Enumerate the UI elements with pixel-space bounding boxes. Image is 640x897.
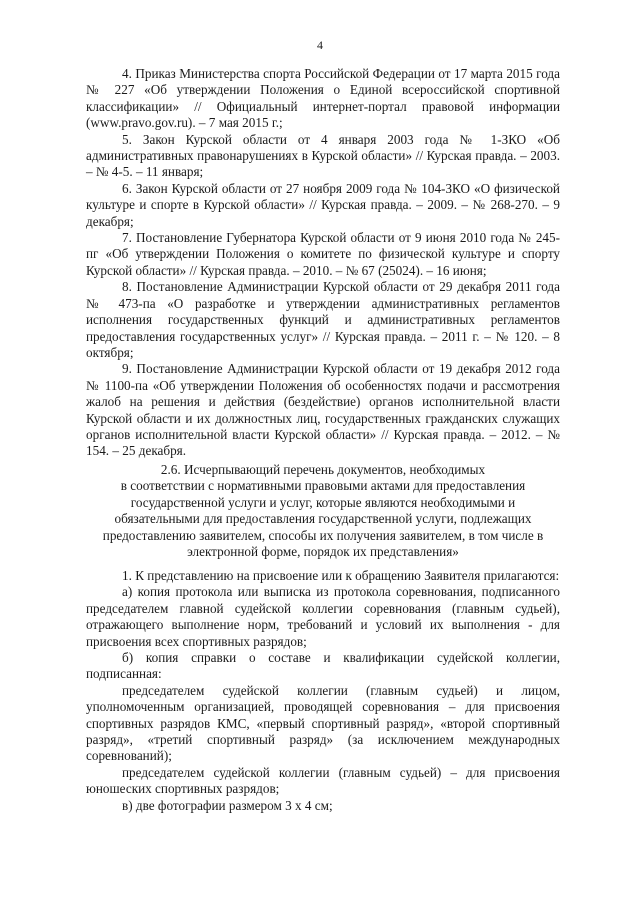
reference-item: 5. Закон Курской области от 4 января 2003 года № 1-ЗКО «Об административных правонарушениях в Курской области» // Курская правда. – 2003. – № 4-5. – 11 января; (86, 131, 560, 180)
section-heading-line: в соответствии с нормативными правовыми актами для предоставления (120, 478, 526, 494)
body-paragraph: председателем судейской коллегии (главным судьей) – для присвоения юношеских спортивных разрядов; (86, 764, 560, 797)
section-heading (100, 462, 546, 560)
section-heading-line: 2.6. Исчерпывающий перечень документов, необходимых (160, 462, 486, 477)
page-number: 4 (317, 38, 323, 52)
body-paragraph: в) две фотографии размером 3 х 4 см; (122, 797, 333, 813)
body-paragraph: а) копия протокола или выписка из протокола соревнования, подписанного председателем главной судейской коллегии соревнования (главным судьей), отражающего выполнение норм, требований и условий их выполнения - для присвоения всех спортивных разрядов; (86, 584, 560, 649)
reference-item: 6. Закон Курской области от 27 ноября 2009 года № 104-ЗКО «О физической культуре и спорте в Курской области» // Курская правда. – 2009. – № 268-270. – 9 декабря; (86, 180, 560, 229)
body-paragraph: 1. К представлению на присвоение или к обращению Заявителя прилагаются: (122, 568, 560, 583)
section-heading-line: государственной услуги и услуг, которые являются необходимыми и (130, 494, 516, 510)
reference-item: 9. Постановление Администрации Курской области от 19 декабря 2012 года № 1100-па «Об утверждении Положения об особенностях подачи и рассмотрения жалоб на решения и действия (бездействие) органов исполнительной власти Курской области и их должностных лиц, государственных гражданских служащих органов исполнительной власти Курской области» // Курская правда. – 2012. – № 154. – 25 декабря. (86, 361, 560, 459)
body-paragraph: б) копия справки о составе и квалификации судейской коллегии, подписанная: (86, 650, 560, 682)
section-heading-line: обязательными для предоставления государственной услуги, подлежащих (114, 511, 532, 527)
section-body (86, 568, 560, 814)
reference-item: 8. Постановление Администрации Курской области от 29 декабря 2011 года № 473-па «О разработке и утверждении административных регламентов исполнения государственных функций и административных регламентов предоставления государственных услуг» // Курская правда. – 2011 г. – № 120. – 8 октября; (86, 279, 560, 360)
body-paragraph: председателем судейской коллегии (главным судьей) и лицом, уполномоченным организацией, проводящей соревнования – для присвоения спортивных разрядов КМС, «первый спортивный разряд», «второй спортивный разряд», «третий спортивный разряд» (за исключением международных соревнований); (86, 682, 560, 764)
reference-item: 7. Постановление Губернатора Курской области от 9 июня 2010 года № 245-пг «Об утверждении Положения о комитете по физической культуре и спорту Курской области» // Курская правда. – 2010. – № 67 (25024). – 16 июня; (86, 230, 560, 278)
section-heading-line: предоставлению заявителем, способы их получения заявителем, в том числе в (102, 527, 544, 543)
reference-item: 4. Приказ Министерства спорта Российской Федерации от 17 марта 2015 года № 227 «Об утверждении Положения о Единой всероссийской спортивной классификации» // Официальный интернет-портал правовой информации (www.pravo.gov.ru). – 7 мая 2015 г.; (86, 66, 560, 131)
legal-references-list (86, 66, 560, 460)
section-heading-line: электронной форме, порядок их представления» (187, 544, 459, 560)
